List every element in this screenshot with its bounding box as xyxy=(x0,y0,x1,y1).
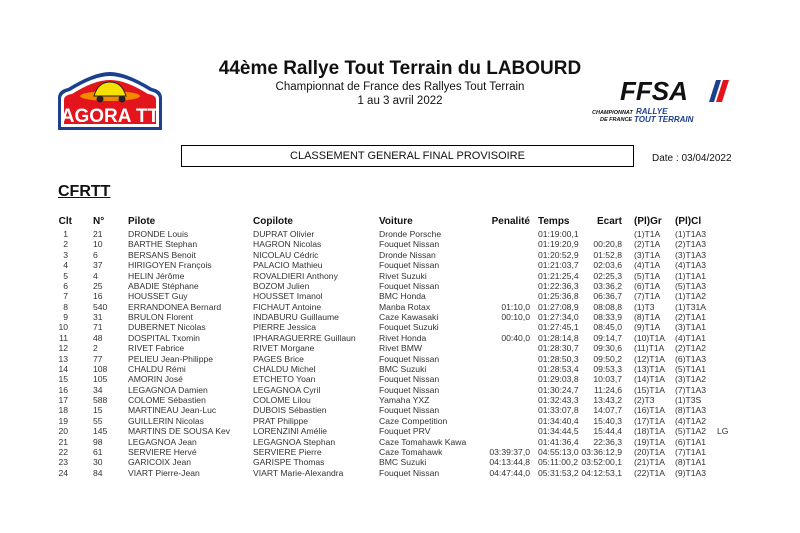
cell-gr: (2)T3 xyxy=(634,395,655,406)
cell-copilote: ROVALDIERI Anthony xyxy=(253,270,338,281)
col-penalite: Penalité xyxy=(491,216,530,227)
cell-ecart: 09:30,6 xyxy=(593,343,622,354)
cell-num: 77 xyxy=(93,353,103,364)
cell-cl: (5)T1A2 xyxy=(675,426,707,437)
table-row xyxy=(0,312,800,322)
table-row xyxy=(0,302,800,312)
cell-num: 540 xyxy=(93,301,108,312)
cell-clt: 12 xyxy=(58,343,68,354)
cell-temps: 01:33:07,8 xyxy=(538,405,579,416)
table-row xyxy=(0,333,800,343)
cell-cl: (2)T1A3 xyxy=(675,239,707,250)
table-row xyxy=(0,426,800,436)
cell-cl: (4)T1A1 xyxy=(675,332,707,343)
cell-temps: 01:34:44,5 xyxy=(538,426,579,437)
cell-cl: (9)T1A3 xyxy=(675,467,707,478)
cell-ecart: 09:14,7 xyxy=(593,332,622,343)
cell-num: 2 xyxy=(93,343,98,354)
cell-num: 25 xyxy=(93,280,103,291)
cell-pilote: BARTHE Stephan xyxy=(128,239,198,250)
cell-ecart: 11:24,6 xyxy=(593,384,622,395)
cell-ecart: 14:07,7 xyxy=(593,405,622,416)
cell-temps: 01:20:52,9 xyxy=(538,249,579,260)
col-voiture: Voiture xyxy=(379,216,413,227)
cell-cl: (4)T1A2 xyxy=(675,415,707,426)
cell-pilote: GUILLERIN Nicolas xyxy=(128,415,204,426)
cell-copilote: LEGAGNOA Cyril xyxy=(253,384,321,395)
cell-cl: (2)T1A1 xyxy=(675,312,707,323)
col-ecart: Ecart xyxy=(596,216,622,227)
cell-gr: (8)T1A xyxy=(634,312,661,323)
table-row xyxy=(0,250,800,260)
cell-copilote: PRAT Philippe xyxy=(253,415,309,426)
cell-gr: (7)T1A xyxy=(634,291,661,302)
cell-voiture: Manba Rotax xyxy=(379,301,431,312)
cell-pilote: VIART Pierre-Jean xyxy=(128,467,200,478)
table-row xyxy=(0,468,800,478)
cell-temps: 01:25:36,8 xyxy=(538,291,579,302)
cell-clt: 13 xyxy=(58,353,68,364)
cell-temps: 01:34:40,4 xyxy=(538,415,579,426)
cell-ecart: 09:50,2 xyxy=(593,353,622,364)
cell-copilote: INDABURU Guillaume xyxy=(253,312,339,323)
cell-gr: (9)T1A xyxy=(634,322,661,333)
cell-num: 37 xyxy=(93,260,103,271)
cell-num: 61 xyxy=(93,446,103,457)
cell-num: 108 xyxy=(93,363,108,374)
svg-text:CHAMPIONNAT: CHAMPIONNAT xyxy=(592,110,633,116)
cell-temps: 01:32:43,3 xyxy=(538,395,579,406)
cell-clt: 24 xyxy=(58,467,68,478)
cell-gr: (10)T1A xyxy=(634,332,666,343)
cell-clt: 3 xyxy=(63,249,68,260)
cell-gr: (18)T1A xyxy=(634,426,666,437)
cell-gr: (14)T1A xyxy=(634,374,666,385)
cell-temps: 01:19:20,9 xyxy=(538,239,579,250)
cell-cl: (1)T1A2 xyxy=(675,291,707,302)
cell-pilote: PELIEU Jean-Philippe xyxy=(128,353,214,364)
cell-clt: 18 xyxy=(58,405,68,416)
cell-pilote: ERRANDONEA Bernard xyxy=(128,301,222,312)
cell-temps: 01:30:24,7 xyxy=(538,384,579,395)
cell-voiture: Caze Kawasaki xyxy=(379,312,439,323)
cell-pilote: COLOME Sébastien xyxy=(128,395,206,406)
cell-voiture: Dronde Nissan xyxy=(379,249,436,260)
agora-logo-text: AGORA TT xyxy=(60,106,160,127)
cell-penalite: 03:39:37,0 xyxy=(489,446,530,457)
cell-clt: 5 xyxy=(63,270,68,281)
cell-gr: (1)T3 xyxy=(634,301,655,312)
cell-cl: (7)T1A3 xyxy=(675,384,707,395)
table-row xyxy=(0,281,800,291)
cell-copilote: PALACIO Mathieu xyxy=(253,260,323,271)
cell-clt: 19 xyxy=(58,415,68,426)
svg-text:DE FRANCE: DE FRANCE xyxy=(600,117,633,123)
cell-gr: (17)T1A xyxy=(634,415,666,426)
cell-clt: 14 xyxy=(58,363,68,374)
cell-num: 15 xyxy=(93,405,103,416)
table-row xyxy=(0,374,800,384)
cell-voiture: Fouquet Nissan xyxy=(379,353,440,364)
cell-num: 10 xyxy=(93,239,103,250)
cell-cl: (1)T31A xyxy=(675,301,707,312)
cell-copilote: DUBOIS Sébastien xyxy=(253,405,327,416)
cell-ecart: 13:43,2 xyxy=(593,395,622,406)
cell-num: 55 xyxy=(93,415,103,426)
cell-ecart: 08:08,8 xyxy=(593,301,622,312)
cell-temps: 01:28:53,4 xyxy=(538,363,579,374)
col-temps: Temps xyxy=(538,216,570,227)
cell-ecart: 00:20,8 xyxy=(593,239,622,250)
cell-penalite: 01:10,0 xyxy=(501,301,530,312)
cell-voiture: BMC Suzuki xyxy=(379,363,427,374)
table-row xyxy=(0,322,800,332)
cell-penalite: 00:10,0 xyxy=(501,312,530,323)
cell-copilote: COLOME Lilou xyxy=(253,395,311,406)
event-dates: 1 au 3 avril 2022 xyxy=(357,95,443,107)
cell-pilote: BRULON Florent xyxy=(128,312,193,323)
cell-copilote: FICHAUT Antoine xyxy=(253,301,322,312)
cell-pilote: BERSANS Benoit xyxy=(128,249,196,260)
table-row xyxy=(0,395,800,405)
cell-ecart: 15:40,3 xyxy=(593,415,622,426)
document-date: Date : 03/04/2022 xyxy=(652,153,732,164)
cell-ecart: 22:36,3 xyxy=(593,436,622,447)
cell-temps: 01:27:08,9 xyxy=(538,301,579,312)
cell-voiture: BMC Honda xyxy=(379,291,426,302)
cell-penalite: 04:47:44,0 xyxy=(489,467,530,478)
cell-ecart: 02:25,3 xyxy=(593,270,622,281)
cell-gr: (12)T1A xyxy=(634,353,666,364)
cell-penalite: 04:13:44,8 xyxy=(489,457,530,468)
cell-cl: (8)T1A1 xyxy=(675,457,707,468)
cell-clt: 17 xyxy=(58,395,68,406)
classement-title-box: CLASSEMENT GENERAL FINAL PROVISOIRE xyxy=(181,145,634,167)
cell-copilote: LEGAGNOA Stephan xyxy=(253,436,336,447)
cell-clt: 1 xyxy=(63,229,68,239)
cell-num: 105 xyxy=(93,374,108,385)
cell-pilote: LEGAGNOA Jean xyxy=(128,436,197,447)
cell-clt: 20 xyxy=(58,426,68,437)
cell-temps: 01:27:34,0 xyxy=(538,312,579,323)
cell-temps: 05:11:00,2 xyxy=(538,457,578,468)
ffsa-logo xyxy=(588,76,738,126)
cell-pilote: DOSPITAL Txomin xyxy=(128,332,200,343)
cell-voiture: Dronde Porsche xyxy=(379,229,442,239)
table-row xyxy=(0,354,800,364)
table-header xyxy=(0,217,800,227)
cell-voiture: Fouquet Suzuki xyxy=(379,322,439,333)
table-row xyxy=(0,271,800,281)
cell-cl: (4)T1A3 xyxy=(675,260,707,271)
cell-gr: (19)T1A xyxy=(634,436,666,447)
cell-copilote: NICOLAU Cédric xyxy=(253,249,319,260)
cell-pilote: HOUSSET Guy xyxy=(128,291,188,302)
cell-temps: 01:21:25,4 xyxy=(538,270,579,281)
cell-clt: 2 xyxy=(63,239,68,250)
cell-copilote: PAGES Brice xyxy=(253,353,304,364)
cell-temps: 04:55:13,0 xyxy=(538,446,579,457)
table-row xyxy=(0,457,800,467)
table-row xyxy=(0,260,800,270)
table-row xyxy=(0,291,800,301)
cell-pilote: GARICOIX Jean xyxy=(128,457,192,468)
cell-num: 4 xyxy=(93,270,98,281)
col-pilote: Pilote xyxy=(128,216,156,227)
cell-ecart: 15:44,4 xyxy=(593,426,622,437)
cell-cl: (2)T1A2 xyxy=(675,343,707,354)
col-clt: Clt xyxy=(58,216,72,227)
cell-cl: (1)T1A3 xyxy=(675,229,707,239)
cell-voiture: BMC Suzuki xyxy=(379,457,427,468)
cell-voiture: Caze Tomahawk Kawa xyxy=(379,436,467,447)
cell-num: 98 xyxy=(93,436,103,447)
cell-num: 48 xyxy=(93,332,103,343)
cell-gr: (22)T1A xyxy=(634,467,666,478)
col-copilote: Copilote xyxy=(253,216,293,227)
cell-pilote: DRONDE Louis xyxy=(128,229,189,239)
page-subtitle: Championnat de France des Rallyes Tout Terrain xyxy=(275,81,525,93)
cell-cl: (6)T1A3 xyxy=(675,353,707,364)
cell-copilote: RIVET Morgane xyxy=(253,343,315,354)
cell-pilote: HIRIGOYEN François xyxy=(128,260,212,271)
cell-clt: 6 xyxy=(63,280,68,291)
table-row xyxy=(0,405,800,415)
cell-ecart: 01:52,8 xyxy=(593,249,622,260)
cell-gr: (20)T1A xyxy=(634,446,666,457)
cell-voiture: Fouquet Nissan xyxy=(379,384,440,395)
cell-copilote: DUPRAT Olivier xyxy=(253,229,315,239)
cell-pilote: ABADIE Stéphane xyxy=(128,280,199,291)
cell-copilote: ETCHETO Yoan xyxy=(253,374,316,385)
cell-penalite: 00:40,0 xyxy=(501,332,530,343)
cell-num: 31 xyxy=(93,312,103,323)
col-num: N° xyxy=(93,216,105,227)
cell-voiture: Rivet Suzuki xyxy=(379,270,427,281)
cell-note: LG xyxy=(717,426,729,437)
cell-voiture: Caze Competition xyxy=(379,415,448,426)
cell-pilote: MARTINS DE SOUSA Kev xyxy=(128,426,231,437)
cell-cl: (1)T1A1 xyxy=(675,270,707,281)
cell-pilote: CHALDU Rémi xyxy=(128,363,186,374)
table-row xyxy=(0,343,800,353)
table-row xyxy=(0,364,800,374)
cell-num: 588 xyxy=(93,395,108,406)
cell-gr: (3)T1A xyxy=(634,249,661,260)
cell-copilote: BOZOM Julien xyxy=(253,280,310,291)
cell-gr: (4)T1A xyxy=(634,260,661,271)
cell-num: 34 xyxy=(93,384,103,395)
cell-temps: 01:28:50,3 xyxy=(538,353,579,364)
cell-num: 21 xyxy=(93,229,103,239)
cell-copilote: VIART Marie-Alexandra xyxy=(253,467,344,478)
col-cl: (Pl)Cl xyxy=(675,216,702,227)
cell-ecart: 02:03,6 xyxy=(593,260,622,271)
cell-voiture: Fouquet Nissan xyxy=(379,260,440,271)
cell-voiture: Rivet Honda xyxy=(379,332,427,343)
cell-clt: 21 xyxy=(58,436,68,447)
cell-num: 6 xyxy=(93,249,98,260)
svg-text:TOUT TERRAIN: TOUT TERRAIN xyxy=(634,115,694,124)
cell-clt: 15 xyxy=(58,374,68,385)
cell-clt: 23 xyxy=(58,457,68,468)
svg-text:FFSA: FFSA xyxy=(620,76,688,106)
table-row xyxy=(0,385,800,395)
cell-copilote: HOUSSET Imanol xyxy=(253,291,323,302)
cell-temps: 05:31:53,2 xyxy=(538,467,579,478)
cell-ecart: 09:53,3 xyxy=(593,363,622,374)
table-row xyxy=(0,229,800,239)
cell-ecart: 08:33,9 xyxy=(593,312,622,323)
cell-cl: (3)T1A2 xyxy=(675,374,707,385)
cell-pilote: HELIN Jérôme xyxy=(128,270,185,281)
table-row xyxy=(0,416,800,426)
cell-gr: (21)T1A xyxy=(634,457,666,468)
cell-cl: (3)T1A1 xyxy=(675,322,707,333)
cell-voiture: Fouquet Nissan xyxy=(379,280,440,291)
cell-num: 145 xyxy=(93,426,108,437)
cell-clt: 11 xyxy=(59,332,68,343)
cell-pilote: RIVET Fabrice xyxy=(128,343,185,354)
cell-voiture: Caze Tomahawk xyxy=(379,446,443,457)
cell-cl: (8)T1A3 xyxy=(675,405,707,416)
cell-gr: (11)T1A xyxy=(634,343,665,354)
cell-cl: (5)T1A1 xyxy=(675,363,707,374)
cell-clt: 8 xyxy=(63,301,68,312)
cell-temps: 01:41:36,4 xyxy=(538,436,579,447)
cell-voiture: Fouquet Nissan xyxy=(379,239,440,250)
cell-copilote: SERVIERE Pierre xyxy=(253,446,322,457)
table-row xyxy=(0,239,800,249)
cell-ecart: 10:03,7 xyxy=(593,374,622,385)
cell-pilote: SERVIERE Hervé xyxy=(128,446,197,457)
cell-ecart: 08:45,0 xyxy=(593,322,622,333)
col-gr: (Pl)Gr xyxy=(634,216,662,227)
cell-copilote: LORENZINI Amélie xyxy=(253,426,328,437)
cell-cl: (1)T3S xyxy=(675,395,702,406)
cell-gr: (6)T1A xyxy=(634,280,661,291)
table-row xyxy=(0,437,800,447)
cell-voiture: Fouquet PRV xyxy=(379,426,431,437)
cell-ecart: 03:36:12,9 xyxy=(581,446,622,457)
cell-cl: (5)T1A3 xyxy=(675,280,707,291)
cell-copilote: CHALDU Michel xyxy=(253,363,316,374)
cell-cl: (3)T1A3 xyxy=(675,249,707,260)
cell-num: 84 xyxy=(93,467,103,478)
cell-num: 30 xyxy=(93,457,103,468)
cell-temps: 01:29:03,8 xyxy=(538,374,579,385)
cell-voiture: Fouquet Nissan xyxy=(379,467,440,478)
cell-temps: 01:28:30,7 xyxy=(538,343,579,354)
cell-num: 71 xyxy=(93,322,103,333)
cell-cl: (6)T1A1 xyxy=(675,436,707,447)
table-row xyxy=(0,447,800,457)
cell-clt: 9 xyxy=(63,312,68,323)
cell-num: 16 xyxy=(93,291,103,302)
cell-gr: (16)T1A xyxy=(634,405,666,416)
cell-voiture: Rivet BMW xyxy=(379,343,422,354)
cell-temps: 01:22:36,3 xyxy=(538,280,579,291)
cell-clt: 16 xyxy=(58,384,68,395)
page-title: 44ème Rallye Tout Terrain du LABOURD xyxy=(218,58,582,79)
cell-gr: (2)T1A xyxy=(634,239,661,250)
cell-cl: (7)T1A1 xyxy=(675,446,707,457)
section-title: CFRTT xyxy=(58,183,111,200)
cell-copilote: IPHARAGUERRE Guillaun xyxy=(253,332,356,343)
cell-temps: 01:28:14,8 xyxy=(538,332,579,343)
svg-text:RALLYE: RALLYE xyxy=(636,107,668,116)
cell-copilote: PIERRE Jessica xyxy=(253,322,317,333)
cell-ecart: 03:52:00,1 xyxy=(581,457,622,468)
cell-clt: 4 xyxy=(63,260,68,271)
cell-gr: (5)T1A xyxy=(634,270,661,281)
cell-clt: 22 xyxy=(58,446,68,457)
cell-voiture: Fouquet Nissan xyxy=(379,405,440,416)
cell-pilote: AMORIN José xyxy=(128,374,183,385)
cell-temps: 01:27:45,1 xyxy=(538,322,579,333)
cell-pilote: MARTINEAU Jean-Luc xyxy=(128,405,217,416)
cell-clt: 10 xyxy=(58,322,68,333)
cell-temps: 01:21:03,7 xyxy=(538,260,579,271)
cell-pilote: DUBERNET Nicolas xyxy=(128,322,206,333)
cell-temps: 01:19:00,1 xyxy=(538,229,579,239)
cell-gr: (1)T1A xyxy=(634,229,661,239)
cell-gr: (15)T1A xyxy=(634,384,666,395)
cell-ecart: 03:36,2 xyxy=(593,280,622,291)
cell-voiture: Fouquet Nissan xyxy=(379,374,440,385)
cell-copilote: HAGRON Nicolas xyxy=(253,239,322,250)
cell-pilote: LEGAGNOA Damien xyxy=(128,384,208,395)
cell-copilote: GARISPE Thomas xyxy=(253,457,325,468)
cell-ecart: 04:12:53,1 xyxy=(581,467,622,478)
cell-gr: (13)T1A xyxy=(634,363,666,374)
cell-ecart: 06:36,7 xyxy=(593,291,622,302)
cell-voiture: Yamaha YXZ xyxy=(379,395,430,406)
cell-clt: 7 xyxy=(63,291,68,302)
